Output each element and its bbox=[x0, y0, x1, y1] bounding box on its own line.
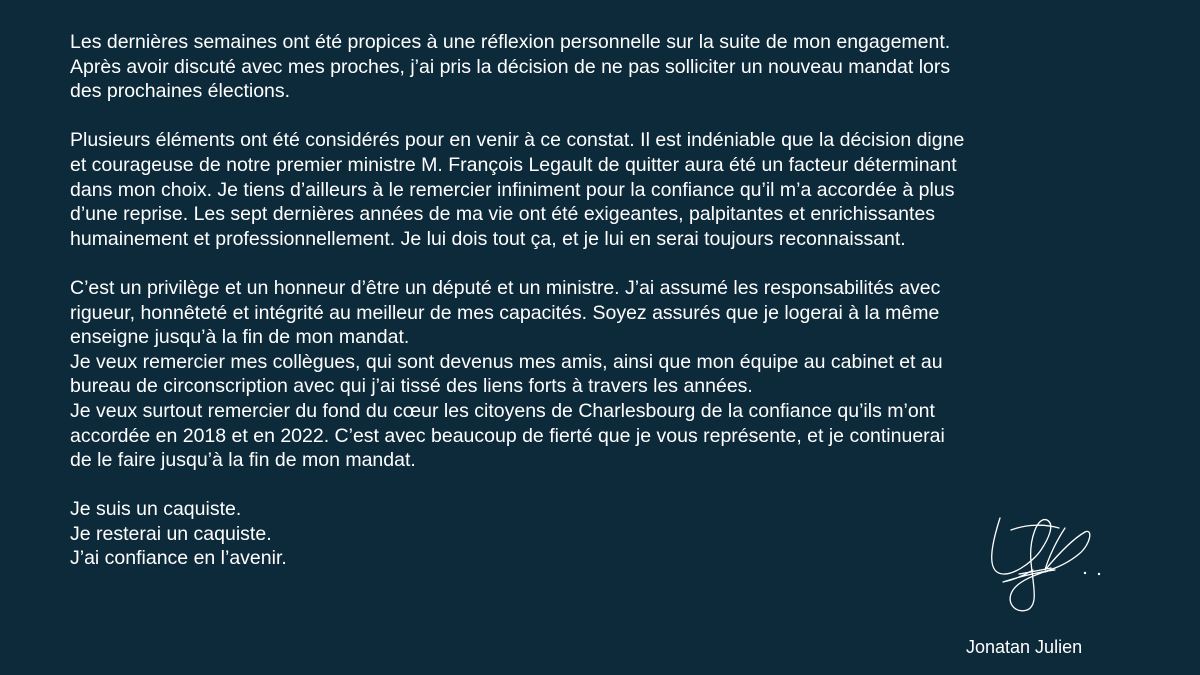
paragraph-2 bbox=[70, 128, 1170, 251]
signature-stroke bbox=[992, 518, 1055, 611]
text-line: bureau de circonscription avec qui j’ai tissé des liens forts à travers les années. bbox=[70, 375, 753, 398]
signature-dot bbox=[1084, 572, 1086, 574]
text-line: humainement et professionnellement. Je lui dois tout ça, et je lui en serai toujours reconnaissant. bbox=[70, 227, 906, 250]
text-line: Je resterai un caquiste. bbox=[70, 522, 272, 545]
text-line: Je suis un caquiste. bbox=[70, 498, 242, 521]
text-line: rigueur, honnêteté et intégrité au meilleur de mes capacités. Soyez assurés que je logerai à la même bbox=[70, 301, 940, 324]
text-line: Les dernières semaines ont été propices à une réflexion personnelle sur la suite de mon engagement. bbox=[70, 31, 951, 53]
signer-name: Jonatan Julien bbox=[966, 637, 1083, 657]
text-line: Plusieurs éléments ont été considérés pour en venir à ce constat. Il est indéniable que la décision digne bbox=[70, 129, 965, 152]
signature-dot bbox=[1098, 573, 1100, 575]
text-line: Après avoir discuté avec mes proches, j’ai pris la décision de ne pas solliciter un nouveau mandat lors bbox=[70, 55, 951, 78]
text-line: Je veux surtout remercier du fond du cœur les citoyens de Charlesbourg de la confiance qu’ils m’ont bbox=[70, 399, 935, 422]
text-line: et courageuse de notre premier ministre M. François Legault de quitter aura été un facteur déterminant bbox=[70, 153, 957, 176]
text-line: enseigne jusqu’à la fin de mon mandat. bbox=[70, 326, 410, 349]
handwritten-signature bbox=[975, 510, 1115, 630]
text-line: dans mon choix. Je tiens d’ailleurs à le remercier infiniment pour la confiance qu’il m’a accordée à plus bbox=[70, 178, 955, 201]
letter-body bbox=[70, 30, 1170, 571]
text-line: des prochaines élections. bbox=[70, 80, 291, 103]
paragraph-3 bbox=[70, 276, 1170, 473]
text-line: J’ai confiance en l’avenir. bbox=[70, 547, 287, 570]
text-line: de le faire jusqu’à la fin de mon mandat. bbox=[70, 449, 416, 472]
text-line: Je veux remercier mes collègues, qui sont devenus mes amis, ainsi que mon équipe au cabinet et au bbox=[70, 350, 943, 373]
paragraph-1 bbox=[70, 30, 1170, 104]
text-line: C’est un privilège et un honneur d’être un député et un ministre. J’ai assumé les responsabilités avec bbox=[70, 276, 941, 299]
text-line: d’une reprise. Les sept dernières années de ma vie ont été exigeantes, palpitantes et enrichissantes bbox=[70, 203, 936, 226]
signature-stroke bbox=[1045, 528, 1090, 572]
text-line: accordée en 2018 et en 2022. C’est avec beaucoup de fierté que je vous représente, et je continuerai bbox=[70, 424, 945, 447]
